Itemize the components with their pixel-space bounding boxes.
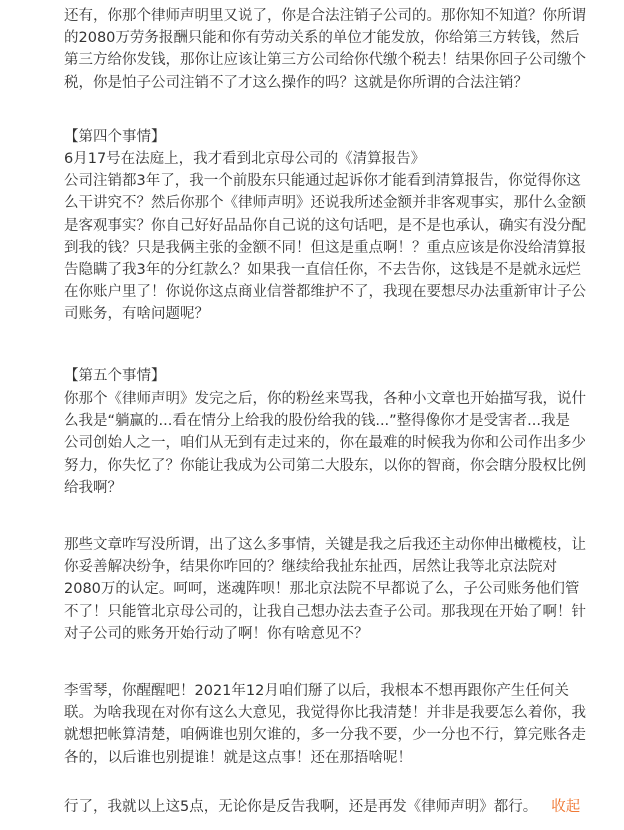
text-line: 努力，你失忆了？你能让我成为公司第二大股东，以你的智商，你会瞎分股权比例 — [64, 457, 586, 474]
text-line: 2080万的认定。呵呵，迷魂阵呗！那北京法院不早都说了么，子公司账务他们管 — [64, 581, 580, 598]
text-line: 公司注销都3年了，我一个前股东只能通过起诉你才能看到清算报告，你觉得你这 — [64, 173, 581, 190]
text-line: 公司创始人之一，咱们从无到有走过来的，你在最难的时候我为你和公司作出多少 — [64, 435, 586, 452]
text-line: 各的，以后谁也别提谁！就是这点事！还在那捂啥呢！ — [64, 749, 412, 766]
text-line: 对子公司的账务开始行动了啊！你有啥意见不？ — [64, 625, 369, 642]
paragraph-articles — [64, 534, 616, 645]
text-line: 告隐瞒了我3年的分红款么？如果我一直信任你，不去告你，这钱是不是就永远烂 — [64, 262, 581, 279]
text-line: 那些文章咋写没所谓，出了这么多事情，关键是我之后我还主动你伸出橄榄枝，让 — [64, 537, 586, 553]
text-line: 还有，你那个律师声明里又说了，你是合法注销子公司的。那你知不知道？你所谓 — [64, 8, 586, 24]
text-line: 就想把帐算清楚，咱俩谁也别欠谁的，多一分我不要，少一分也不行，算完账各走 — [64, 727, 586, 744]
text-line: 么干讲究不？然后你那个《律师声明》还说我所述金额并非客观事实，那什么金额 — [64, 195, 586, 212]
paragraph-clearance-report — [64, 148, 616, 326]
paragraph-wake-up — [64, 680, 616, 769]
text-line: 第三方给你发钱，那你让应该让第三方公司给你代缴个税去！结果你回子公司缴个 — [64, 52, 586, 69]
text-line: 税，你是怕子公司注销不了才这么操作的吗？这就是你所谓的合法注销？ — [64, 74, 528, 91]
text-line: 么我是“躺赢的...看在情分上给我的股份给我的钱...”整得像你才是受害者...我是 — [64, 413, 571, 430]
text-line: 在你账户里了！你说你这点商业信誉都维护不了，我现在要想尽办法重新审计子公 — [64, 284, 586, 301]
text-line: 不了！只能管北京母公司的，让我自己想办法去查子公司。那我现在开始了啊！针 — [64, 603, 586, 620]
text-line: 的2080万劳务报酬只能和你有劳动关系的单位才能发放，你给第三方转钱，然后 — [64, 30, 580, 47]
text-line: 到我的钱？只是我俩主张的金额不同！但这是重点啊！？重点应该是你没给清算报 — [64, 239, 586, 256]
text-line: 你那个《律师声明》发完之后，你的粉丝来骂我，各种小文章也开始描写我，说什 — [64, 391, 586, 407]
text-line: 联。为啥我现在对你有这么大意见，我觉得你比我清楚！并非是我要怎么着你，我 — [64, 705, 586, 722]
text-line: 司账务，有啥问题呢？ — [64, 306, 209, 323]
paragraph-closing — [64, 796, 616, 818]
closing-text: 行了，我就以上这5点，无论你是反告我啊，还是再发《律师声明》都行。 — [64, 799, 538, 815]
text-line: 6月17号在法庭上，我才看到北京母公司的《清算报告》 — [64, 151, 426, 167]
section-heading-4: 【第四个事情】 — [64, 129, 166, 145]
paragraph-lawyer-statement — [64, 388, 616, 499]
text-line: 你妥善解决纷争，结果你咋回的？继续给我扯东扯西，居然让我等北京法院对 — [64, 559, 557, 576]
text-line: 是客观事实？你自己好好品品你自己说的这句话吧，是不是也承认，确实有没分配 — [64, 217, 586, 234]
section-heading-5: 【第五个事情】 — [64, 368, 166, 384]
collapse-link[interactable]: 收起 — [551, 799, 581, 815]
paragraph-tax — [64, 5, 616, 94]
text-line: 李雪琴，你醒醒吧！2021年12月咱们掰了以后，我根本不想再跟你产生任何关 — [64, 683, 569, 699]
text-line: 给我啊？ — [64, 479, 122, 496]
